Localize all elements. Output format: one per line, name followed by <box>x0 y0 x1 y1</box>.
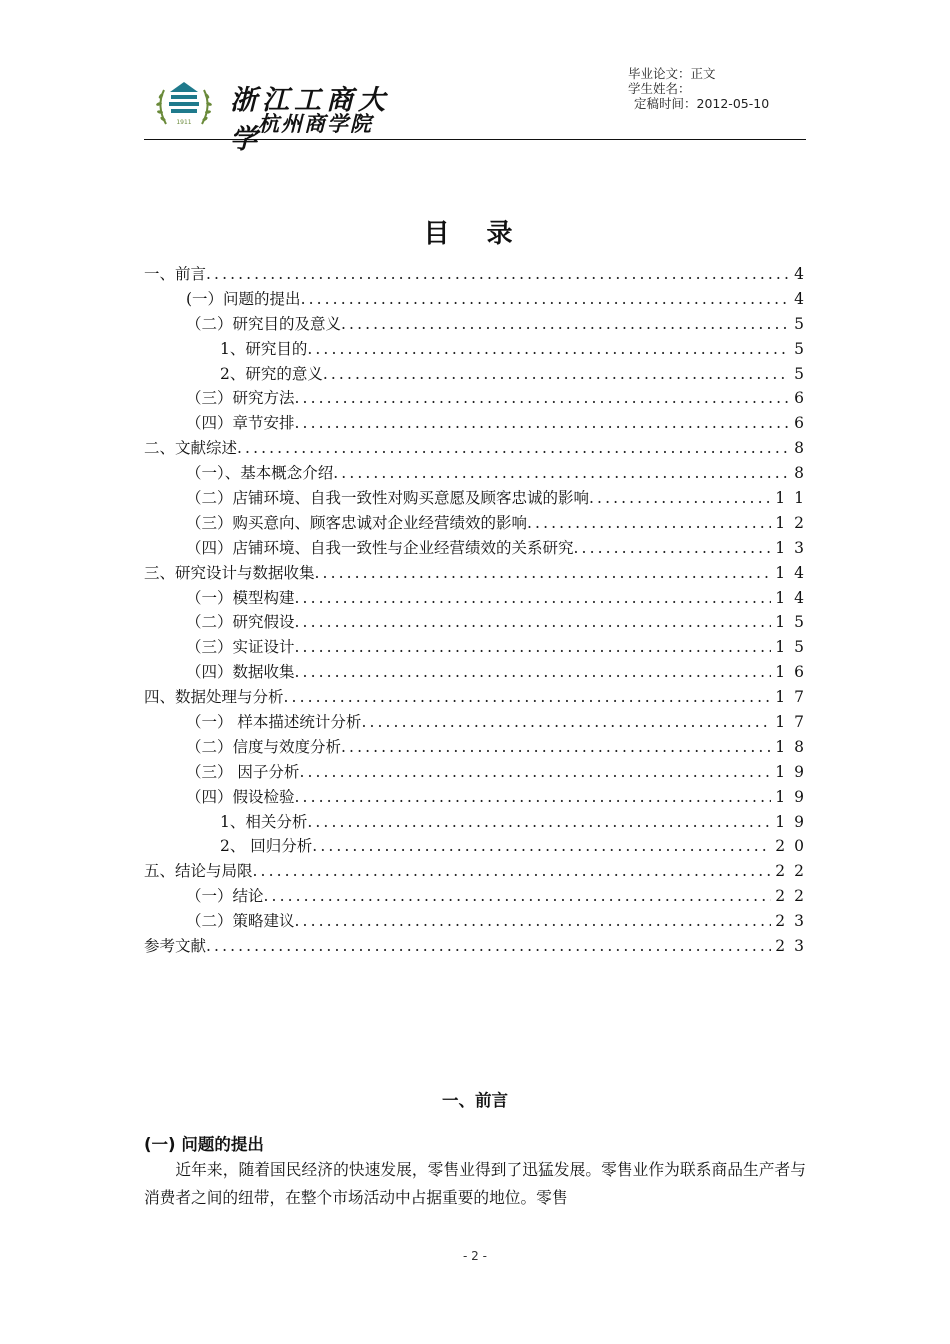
toc-entry-title: 参考文献 <box>144 937 207 956</box>
toc-leader-dots <box>361 710 771 735</box>
toc-entry[interactable] <box>144 262 813 287</box>
toc-entry[interactable] <box>144 486 813 511</box>
thesis-type: 毕业论文：正文 <box>628 66 716 81</box>
toc-entry-title: （四）店铺环境、自我一致性与企业经营绩效的关系研究 <box>186 538 574 557</box>
logo-college-name: 杭州商学院 <box>258 111 373 136</box>
university-emblem-icon <box>154 76 214 134</box>
toc-entry-page: 19 <box>775 787 813 806</box>
toc-leader-dots <box>295 386 791 411</box>
toc-entry-page: 20 <box>775 837 813 856</box>
toc-leader-dots <box>307 810 771 835</box>
toc-entry-page: 15 <box>775 638 813 657</box>
toc-entry-title: （一）模型构建 <box>186 588 295 607</box>
table-of-contents <box>144 262 813 959</box>
toc-entry-title: 1、相关分析 <box>220 812 308 831</box>
toc-entry-title: （四）章节安排 <box>186 414 295 433</box>
toc-leader-dots <box>295 635 772 660</box>
toc-entry-title: 二、文献综述 <box>144 439 238 458</box>
toc-leader-dots <box>284 685 772 710</box>
toc-entry[interactable] <box>144 362 813 387</box>
toc-leader-dots <box>341 312 790 337</box>
toc-entry[interactable] <box>144 735 813 760</box>
toc-entry-title: 2、 回归分析 <box>220 837 313 856</box>
toc-entry[interactable] <box>144 561 813 586</box>
toc-leader-dots <box>589 486 771 511</box>
toc-leader-dots <box>206 934 771 959</box>
toc-entry-page: 4 <box>794 289 813 308</box>
final-date: 定稿时间：2012-05-10 <box>634 96 770 111</box>
toc-entry-title: 四、数据处理与分析 <box>144 688 284 707</box>
toc-entry-title: （一）结论 <box>186 887 264 906</box>
toc-entry-title: （二）策略建议 <box>186 912 295 931</box>
toc-entry-page: 18 <box>775 737 813 756</box>
toc-entry[interactable] <box>144 287 813 312</box>
toc-entry-title: （二）研究目的及意义 <box>186 314 342 333</box>
toc-entry[interactable] <box>144 884 813 909</box>
toc-entry-title: （一）、基本概念介绍 <box>186 464 334 483</box>
toc-entry[interactable] <box>144 586 813 611</box>
toc-title: 目 录 <box>423 219 527 249</box>
toc-entry-page: 8 <box>794 439 813 458</box>
toc-entry-title: 1、研究目的 <box>220 339 308 358</box>
toc-leader-dots <box>299 760 771 785</box>
toc-entry-page: 17 <box>775 688 813 707</box>
toc-leader-dots <box>301 287 791 312</box>
toc-entry-page: 5 <box>794 314 813 333</box>
toc-entry-title: （三）实证设计 <box>186 638 295 657</box>
toc-entry-page: 15 <box>775 613 813 632</box>
toc-entry[interactable] <box>144 635 813 660</box>
toc-leader-dots <box>237 436 790 461</box>
toc-entry-title: （一） 样本描述统计分析 <box>186 713 362 732</box>
section-title: 一、前言 <box>442 1091 508 1110</box>
toc-entry-title: 2、研究的意义 <box>220 364 323 383</box>
toc-leader-dots <box>341 735 771 760</box>
toc-entry[interactable] <box>144 511 813 536</box>
toc-entry-page: 14 <box>775 588 813 607</box>
logo-university-name: 浙江工商大学 <box>230 85 390 155</box>
toc-leader-dots <box>315 561 772 586</box>
toc-entry-title: （二）研究假设 <box>186 613 295 632</box>
toc-entry-page: 6 <box>794 389 813 408</box>
toc-entry-page: 14 <box>775 563 813 582</box>
toc-entry[interactable] <box>144 536 813 561</box>
toc-entry[interactable] <box>144 810 813 835</box>
toc-entry[interactable] <box>144 909 813 934</box>
toc-leader-dots <box>307 337 790 362</box>
toc-entry[interactable] <box>144 760 813 785</box>
toc-entry-page: 5 <box>794 364 813 383</box>
toc-entry-title: （四）假设检验 <box>186 787 295 806</box>
toc-entry-title: 五、结论与局限 <box>144 862 253 881</box>
subsection-title: (一) 问题的提出 <box>144 1135 264 1154</box>
thesis-meta <box>628 66 769 111</box>
toc-entry-page: 11 <box>775 489 813 508</box>
toc-leader-dots <box>574 536 772 561</box>
toc-entry-page: 6 <box>794 414 813 433</box>
toc-entry-page: 19 <box>775 762 813 781</box>
toc-leader-dots <box>333 461 790 486</box>
toc-entry-title: （三） 因子分析 <box>186 762 300 781</box>
toc-entry-page: 22 <box>775 862 813 881</box>
page-number: - 2 - <box>463 1249 487 1263</box>
toc-leader-dots <box>295 909 772 934</box>
toc-entry[interactable] <box>144 685 813 710</box>
toc-entry-page: 13 <box>775 538 813 557</box>
toc-leader-dots <box>312 834 771 859</box>
toc-entry[interactable] <box>144 660 813 685</box>
toc-entry[interactable] <box>144 386 813 411</box>
toc-entry-page: 23 <box>775 912 813 931</box>
toc-entry-page: 23 <box>775 937 813 956</box>
toc-entry-title: （二）店铺环境、自我一致性对购买意愿及顾客忠诚的影响 <box>186 489 590 508</box>
toc-entry[interactable] <box>144 610 813 635</box>
toc-entry-page: 17 <box>775 713 813 732</box>
toc-leader-dots <box>264 884 772 909</box>
toc-leader-dots <box>206 262 790 287</box>
toc-entry-title: 三、研究设计与数据收集 <box>144 563 315 582</box>
toc-entry-page: 5 <box>794 339 813 358</box>
emblem-year: 1911 <box>176 119 192 126</box>
toc-entry[interactable] <box>144 411 813 436</box>
toc-entry-title: （三）研究方法 <box>186 389 295 408</box>
toc-leader-dots <box>295 785 772 810</box>
toc-entry[interactable] <box>144 337 813 362</box>
toc-entry[interactable] <box>144 461 813 486</box>
student-name-label: 学生姓名： <box>628 81 691 96</box>
toc-entry[interactable] <box>144 710 813 735</box>
toc-entry-title: (一）问题的提出 <box>186 289 301 308</box>
toc-entry-title: （二）信度与效度分析 <box>186 737 342 756</box>
toc-entry-page: 12 <box>775 513 813 532</box>
university-logo <box>150 74 420 155</box>
toc-entry-page: 4 <box>794 265 813 283</box>
toc-entry[interactable] <box>144 785 813 810</box>
toc-entry[interactable] <box>144 934 813 959</box>
body-paragraph: 近年来，随着国民经济的快速发展，零售业得到了迅猛发展。零售业作为联系商品生产者与消费者之间的纽带，在整个市场活动中占据重要的地位。零售 <box>144 1160 806 1207</box>
toc-entry[interactable] <box>144 436 813 461</box>
toc-entry-page: 19 <box>775 812 813 831</box>
toc-entry-title: （四）数据收集 <box>186 663 295 682</box>
toc-entry-page: 8 <box>794 464 813 483</box>
toc-entry-title: （三）购买意向、顾客忠诚对企业经营绩效的影响 <box>186 513 528 532</box>
toc-entry[interactable] <box>144 834 813 859</box>
toc-leader-dots <box>295 610 772 635</box>
toc-leader-dots <box>323 362 790 387</box>
toc-leader-dots <box>527 511 771 536</box>
toc-entry-title: 一、前言 <box>144 265 207 283</box>
toc-leader-dots <box>295 411 791 436</box>
toc-leader-dots <box>295 660 772 685</box>
toc-entry[interactable] <box>144 859 813 884</box>
header-divider <box>144 139 806 140</box>
toc-leader-dots <box>253 859 772 884</box>
toc-entry[interactable] <box>144 312 813 337</box>
toc-leader-dots <box>295 586 772 611</box>
toc-entry-page: 22 <box>775 887 813 906</box>
toc-entry-page: 16 <box>775 663 813 682</box>
